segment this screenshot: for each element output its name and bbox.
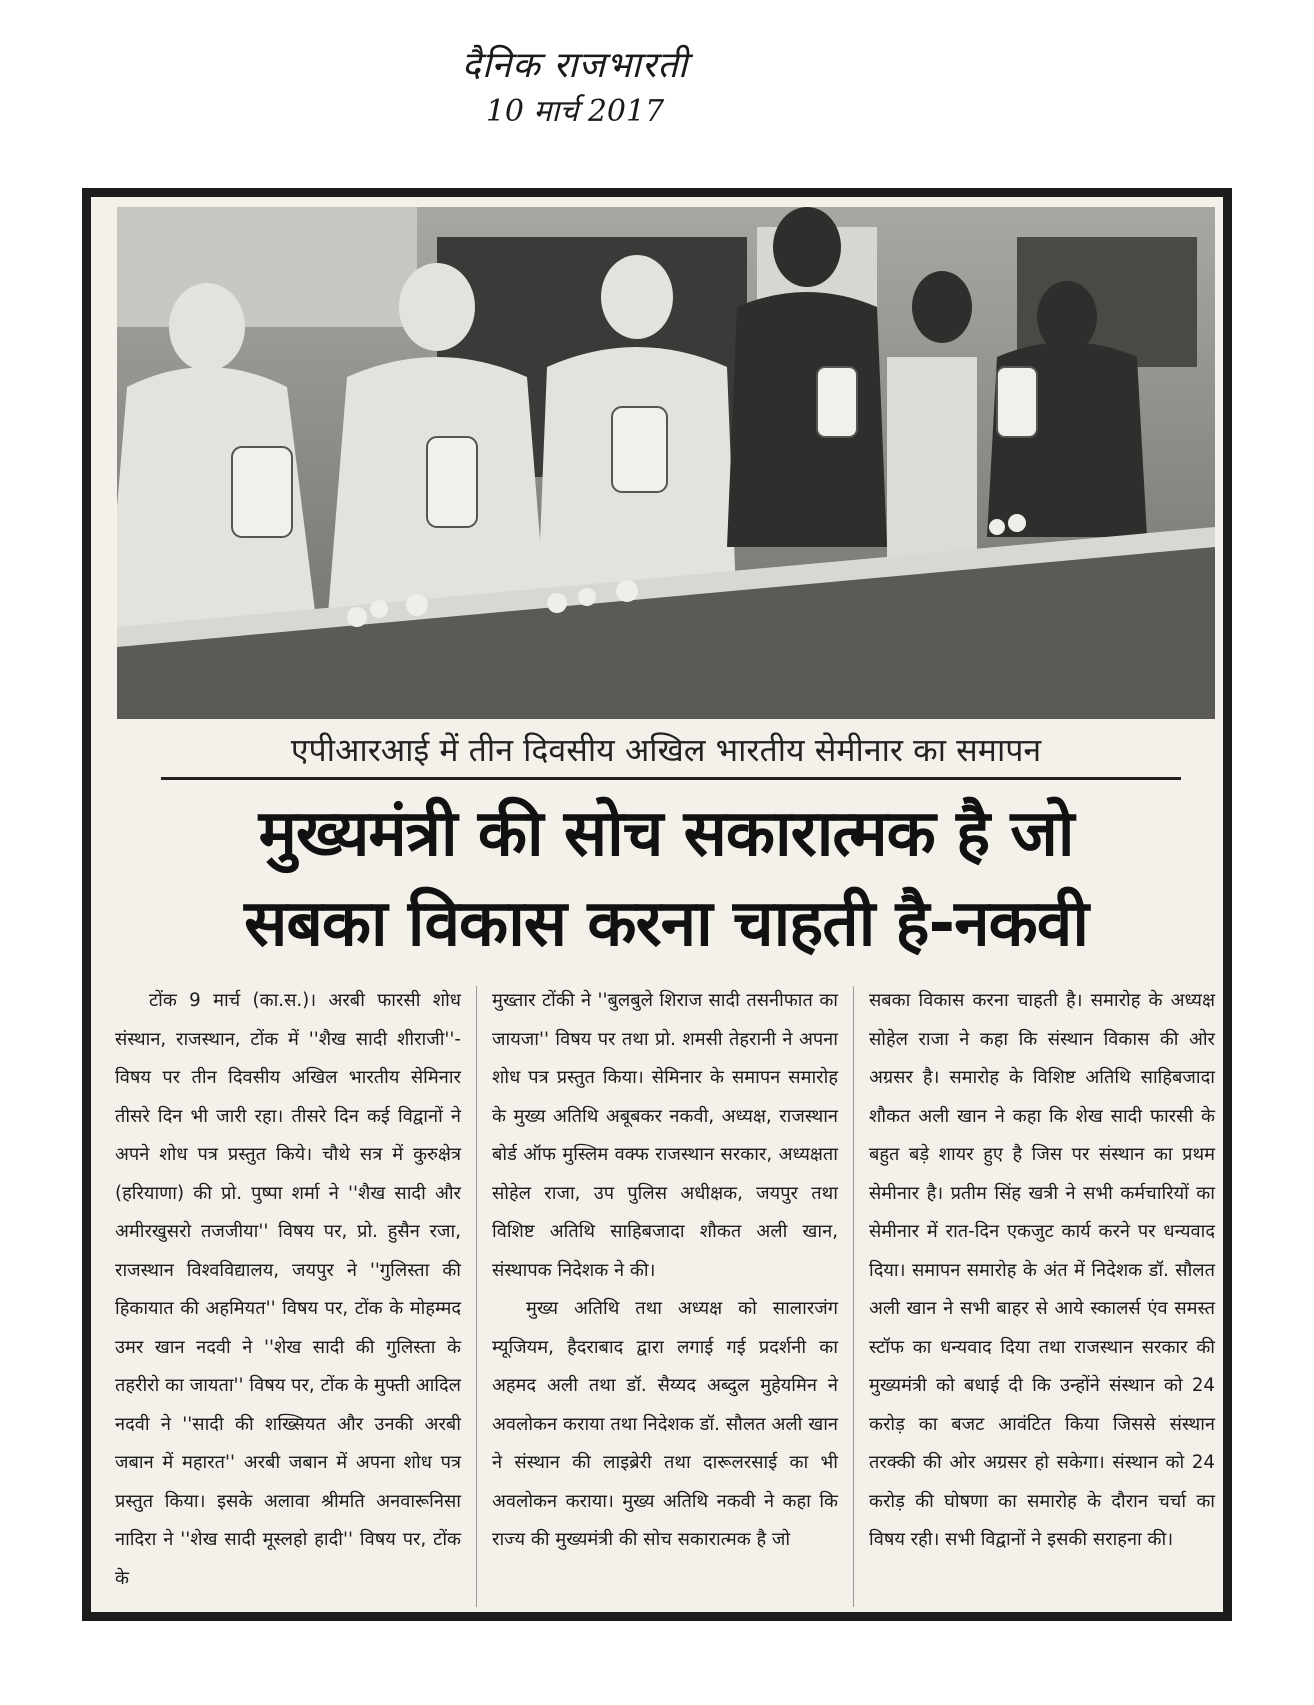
column-3-paragraph: सबका विकास करना चाहती है। समारोह के अध्यक्ष सोहेल राजा ने कहा कि संस्थान विकास की ओर अग्रसर है। समारोह के विशिष्ट अतिथि साहिबजादा शौकत अली खान ने कहा कि शेख सादी फारसी के बहुत बड़े शायर हुए है जिस पर संस्थान का प्रथम सेमीनार है। प्रतीम सिंह खत्री ने सभी कर्मचारियों का सेमीनार में रात-दिन एकजुट कार्य करने पर धन्यवाद दिया। समापन समारोह के अंत में निदेशक डॉ. सौलत अली खान ने सभी बाहर से आये स्कालर्स एंव समस्त स्टॉफ का धन्यवाद दिया तथा राजस्थान सरकार की मुख्यमंत्री को बधाई दी कि उन्होंने संस्थान को 24 करोड़ का बजट आवंटित किया जिससे संस्थान तरक्की की ओर अग्रसर हो सकेगा। संस्थान को 24 करोड़ की घोषणा का समारोह के दौरान चर्चा का विषय रही। सभी विद्वानों ने इसकी सराहना की। <box>869 990 1215 1550</box>
article-kicker: एपीआरआई में तीन दिवसीय अखिल भारतीय सेमीनार का समापन <box>290 731 1042 769</box>
body-column-3 <box>869 982 1215 1617</box>
column-1-paragraph: टोंक 9 मार्च (का.स.)। अरबी फारसी शोध संस्थान, राजस्थान, टोंक में ''शैख सादी शीराजी''- विषय पर तीन दिवसीय अखिल भारतीय सेमिनार तीसरे दिन भी जारी रहा। तीसरे दिन कई विद्वानों ने अपने शोध पत्र प्रस्तुत किये। चौथे सत्र में कुरुक्षेत्र (हरियाणा) की प्रो. पुष्पा शर्मा ने ''शैख सादी और अमीरखुसरो तजजीया'' विषय पर, प्रो. हुसैन रजा, राजस्थान विश्वविद्यालय, जयपुर ने ''गुलिस्ता की हिकायात की अहमियत'' विषय पर, टोंक के मोहम्मद उमर खान नदवी ने ''शेख सादी की गुलिस्ता के तहरीरो का जायता'' विषय पर, टोंक के मुफ्ती आदिल नदवी ने ''सादी की शख्सियत और उनकी अरबी जबान में महारत'' अरबी जबान में अपना शोध पत्र प्रस्तुत किया। इसके अलावा श्रीमति अनवारूनिसा नादिरा ने ''शेख सादी मूस्लहो हादी'' विषय पर, टोंक के <box>115 990 461 1589</box>
handwritten-date: 10 मार्च 2017 <box>485 94 665 129</box>
seminar-photo <box>117 207 1215 719</box>
kicker-divider <box>161 777 1181 780</box>
column-2-paragraph-1: मुख्तार टोंकी ने ''बुलबुले शिराज सादी तसनीफात का जायजा'' विषय पर तथा प्रो. शमसी तेहरानी ने अपना शोध पत्र प्रस्तुत किया। सेमिनार के समापन समारोह के मुख्य अतिथि अबूबकर नकवी, अध्यक्ष, राजस्थान बोर्ड ऑफ मुस्लिम वक्फ राजस्थान सरकार, अध्यक्षता सोहेल राजा, उप पुलिस अधीक्षक, जयपुर तथा विशिष्ट अतिथि साहिबजादा शौकत अली खान, संस्थापक निदेशक ने की। <box>492 990 838 1281</box>
newspaper-clipping <box>82 188 1232 1621</box>
body-column-1 <box>115 982 461 1617</box>
headline-line-1: मुख्यमंत्री की सोच सकारात्मक है जो <box>258 797 1074 871</box>
handwritten-source-note <box>395 40 755 132</box>
seminar-photo-illustration <box>117 207 1215 719</box>
body-column-2 <box>492 982 838 1617</box>
handwritten-newspaper-name: दैनिक राजभारती <box>461 45 689 86</box>
column-divider <box>476 986 477 1607</box>
column-2-paragraph-2: मुख्य अतिथि तथा अध्यक्ष को सालारजंग म्यूजियम, हैदराबाद द्वारा लगाई गई प्रदर्शनी का अहमद अली तथा डॉ. सैय्यद अब्दुल मुहेयमिन ने अवलोकन कराया तथा निदेशक डॉ. सौलत अली खान ने संस्थान की लाइब्रेरी तथा दारूलरसाई का भी अवलोकन कराया। मुख्य अतिथि नकवी ने कहा कि राज्य की मुख्यमंत्री की सोच सकारात्मक है जो <box>492 1298 838 1550</box>
article-body <box>115 982 1215 1617</box>
article-headline <box>111 789 1221 969</box>
headline-line-2: सबका विकास करना चाहती है-नकवी <box>244 887 1088 961</box>
column-divider <box>853 986 854 1607</box>
